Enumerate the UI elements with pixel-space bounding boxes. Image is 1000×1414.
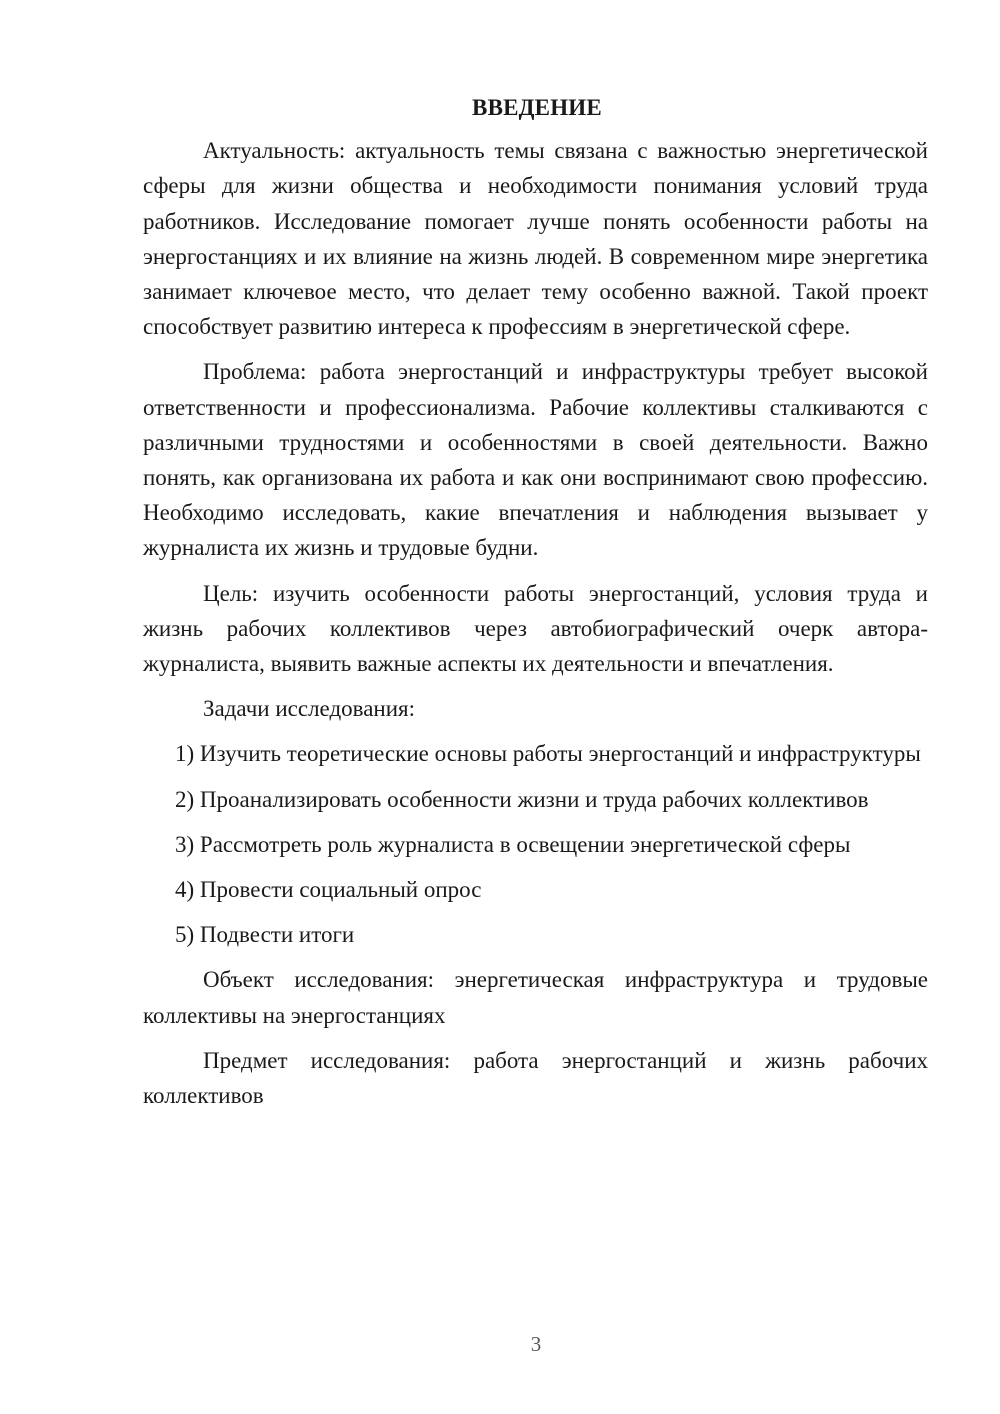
relevance-paragraph: Актуальность: актуальность темы связана с важностью энергетической сферы для жизни общества и необходимости понимания условий труда работников. Исследование помогает лучше понять особенности работы на энергостанциях и их влияние на жизнь людей. В современном мире энергетика занимает ключевое место, что делает тему особенно важной. Такой проект способствует развитию интереса к профессиям в энергетической сфере. (143, 138, 928, 340)
task-item-1: 1) Изучить теоретические основы работы энергостанций и инфраструктуры (175, 741, 921, 767)
task-item-2: 2) Проанализировать особенности жизни и труда рабочих коллективов (175, 786, 869, 812)
goal-paragraph: Цель: изучить особенности работы энергостанций, условия труда и жизнь рабочих коллективов через автобиографический очерк автора-журналиста, выявить важные аспекты их деятельности и впечатления. (143, 580, 928, 677)
problem-paragraph: Проблема: работа энергостанций и инфраструктуры требует высокой ответственности и профессионализма. Рабочие коллективы сталкиваются с различными трудностями и особенностями в своей деятельности. Важно понять, как организована их работа и как они воспринимают свою профессию. Необходимо исследовать, какие впечатления и наблюдения вызывает у журналиста их жизнь и трудовые будни. (143, 359, 928, 561)
page-number: 3 (530, 1332, 542, 1356)
object-paragraph: Объект исследования: энергетическая инфраструктура и трудовые коллективы на энергостанциях (143, 967, 928, 1028)
tasks-heading: Задачи исследования: (203, 696, 416, 722)
document-page (143, 90, 928, 1123)
task-item-4: 4) Провести социальный опрос (175, 877, 482, 903)
section-title: ВВЕДЕНИЕ (472, 95, 602, 120)
task-item-5: 5) Подвести итоги (175, 922, 355, 948)
task-item-3: 3) Рассмотреть роль журналиста в освещении энергетической сферы (175, 831, 851, 857)
subject-paragraph: Предмет исследования: работа энергостанций и жизнь рабочих коллективов (143, 1047, 928, 1109)
